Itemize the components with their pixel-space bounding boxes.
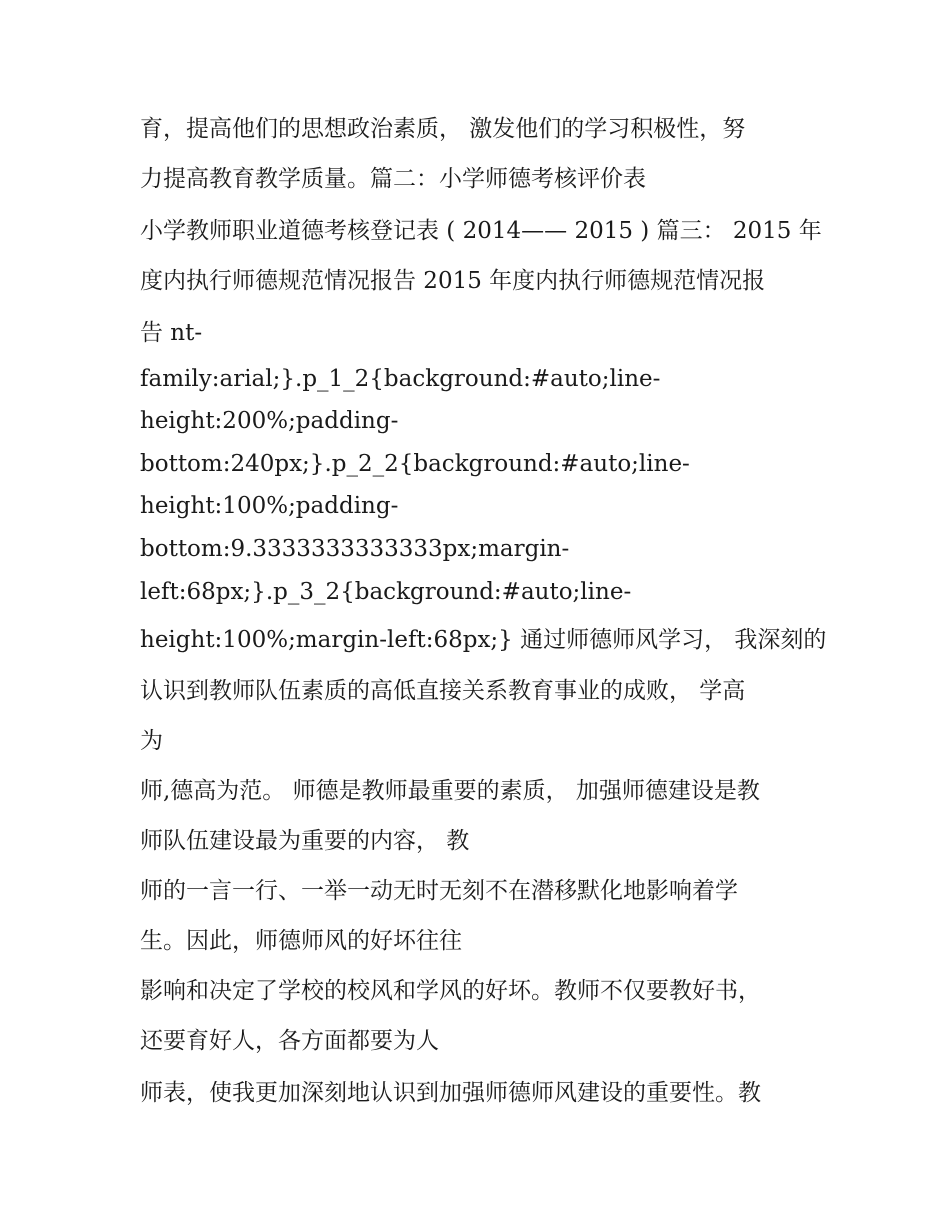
text-line: 师队伍建设最为重要的内容， 教 (140, 828, 470, 854)
text-line: 力提高教育教学质量。篇二：小学师德考核评价表 (140, 166, 646, 192)
text-line: 告 nt- (140, 320, 203, 346)
text-line: 育，提高他们的思想政治素质， 激发他们的学习积极性，努 (140, 116, 746, 142)
text-line: height:200%;padding- (140, 408, 399, 434)
text-line: height:100%;padding- (140, 493, 399, 519)
text-line: 师的一言一行、一举一动无时无刻不在潜移默化地影响着学 (140, 878, 738, 904)
text-line: bottom:9.3333333333333px;margin- (140, 536, 570, 562)
text-line: 度内执行师德规范情况报告 2015 年度内执行师德规范情况报 (140, 268, 766, 294)
text-line: 师,德高为范。 师德是教师最重要的素质， 加强师德建设是教 (140, 778, 760, 804)
text-line: 为 (140, 728, 163, 754)
text-line: bottom:240px;}.p_2_2{background:#auto;line- (140, 451, 690, 477)
text-line: 影响和决定了学校的校风和学风的好坏。教师不仅要教好书， (140, 978, 761, 1004)
text-line: 认识到教师队伍素质的高低直接关系教育事业的成败， 学高 (140, 678, 746, 704)
text-line: 小学教师职业道德考核登记表 ( 2014—— 2015 ) 篇三： 2015 年 (140, 218, 822, 244)
text-line: height:100%;margin-left:68px;} 通过师德师风学习， 我深刻的 (140, 627, 827, 653)
text-line: 师表，使我更加深刻地认识到加强师德师风建设的重要性。教 (140, 1080, 761, 1106)
text-line: 生。因此，师德师风的好坏往往 (140, 928, 462, 954)
text-line: 还要育好人，各方面都要为人 (140, 1028, 439, 1054)
text-line: family:arial;}.p_1_2{background:#auto;line- (140, 366, 661, 392)
text-line: left:68px;}.p_3_2{background:#auto;line- (140, 579, 632, 605)
